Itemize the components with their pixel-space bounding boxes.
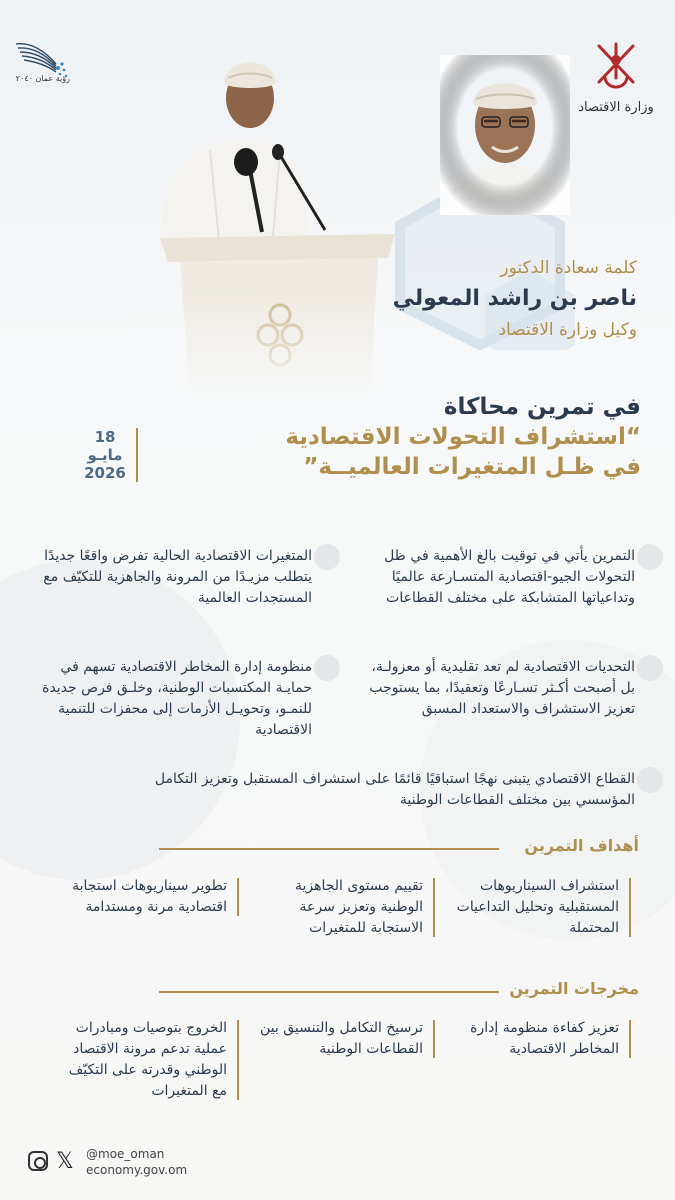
output-text: تعزيز كفاءة منظومة إدارة المخاطر الاقتصادية [470,1020,619,1057]
speaker-name: ناصر بن راشد المعولي [392,286,637,311]
outputs-heading [79,979,639,1001]
speaker-portrait [440,55,570,215]
heading-divider [159,991,499,993]
ministry-logo [571,38,661,115]
x-twitter-icon[interactable]: 𝕏 [56,1149,74,1174]
bullet-text: التمرين يأتي في توقيت بالغ الأهمية في ظل التحولات الجيو-اقتصادية المتسـارعة عالميًا وتداعياتها المتشابكة على مختلف القطاعات [384,548,635,606]
item-accent-bar [433,1020,435,1058]
date-month: مايـو [87,446,123,464]
bullet-text: منظومة إدارة المخاطر الاقتصادية تسهم في حمايـة المكتسبات الوطنية، وخلـق فرص جديدة للنمـو، وتحويـل الأزمات إلى محفزات للتنمية الاقتصادية [42,659,312,738]
item-accent-bar [629,878,631,937]
bullet-point [95,769,635,811]
date-day: 18 [94,428,116,446]
website-link[interactable]: economy.gov.om [86,1163,188,1177]
bullet-text: المتغيرات الاقتصادية الحالية تفرض واقعًا جديدًا يتطلب مزيـدًا من المرونة والجاهزية للتكيّف مع المستجدات العالمية [43,548,312,606]
bullet-dot [637,655,663,681]
title-line-3: في ظـل المتغيرات العالميــة” [303,454,641,480]
goal-item [59,876,239,918]
bullet-point [365,546,635,609]
goal-text: تطوير سيناريوهات استجابة اقتصادية مرنة ومستدامة [72,878,227,915]
goal-item [451,876,631,939]
goals-heading [79,836,639,858]
social-footer [28,1147,278,1181]
title-line-1: في تمرين محاكاة [443,394,641,420]
bullet-text: التحديات الاقتصادية لم تعد تقليدية أو معزولـة، بل أصبحت أكـثر تسـارعًا وتعقيدًا، بما يستوجب تعزيز الاستشراف والاستعداد المسبق [369,659,635,717]
oman-vision-logo [10,34,74,94]
output-text: ترسيخ التكامل والتنسيق بين القطاعات الوطنية [260,1020,423,1057]
bullet-point [365,657,635,720]
bullet-dot [637,767,663,793]
item-accent-bar [433,878,435,937]
output-item [255,1018,435,1060]
heading-divider [159,848,499,850]
output-item [59,1018,239,1102]
bullet-point [42,657,312,741]
output-text: الخروج بتوصيات ومبادرات عملية تدعم مرونة الاقتصاد الوطني وقدرته على التكيّف مع المتغيرات [68,1020,227,1099]
outputs-heading-label: مخرجات التمرين [509,979,639,998]
ministry-name: وزارة الاقتصاد [578,100,654,115]
bullet-point [42,546,312,609]
vision-logo-text: رؤية عمان ٢٠٤٠ [15,74,70,83]
event-date [82,428,138,482]
bullet-dot [314,544,340,570]
bullet-dot [314,655,340,681]
item-accent-bar [237,1020,239,1100]
goals-heading-label: أهداف التمرين [524,836,639,855]
bullet-dot [637,544,663,570]
goal-text: استشراف السيناريوهات المستقبلية وتحليل التداعيات المحتملة [456,878,619,936]
event-title [241,392,641,482]
goal-text: تقييم مستوى الجاهزية الوطنية وتعزيز سرعة الاستجابة للمتغيرات [294,878,423,936]
instagram-icon[interactable] [28,1151,48,1171]
date-year: 2026 [84,464,126,482]
output-item [451,1018,631,1060]
goal-item [255,876,435,939]
oman-emblem-icon [589,38,643,96]
item-accent-bar [629,1020,631,1058]
speaker-prefix: كلمة سعادة الدكتور [500,258,637,278]
item-accent-bar [237,878,239,916]
speaker-info [317,254,637,344]
speaker-role: وكيل وزارة الاقتصاد [498,320,637,340]
bullet-text: القطاع الاقتصادي يتبنى نهجًا استباقيًا قائمًا على استشراف المستقبل وتعزيز التكامل المؤسسي بين مختلف القطاعات الوطنية [154,771,635,808]
social-handle[interactable]: @moe_oman [86,1147,165,1161]
title-line-2: “استشراف التحولات الاقتصادية [285,424,641,450]
